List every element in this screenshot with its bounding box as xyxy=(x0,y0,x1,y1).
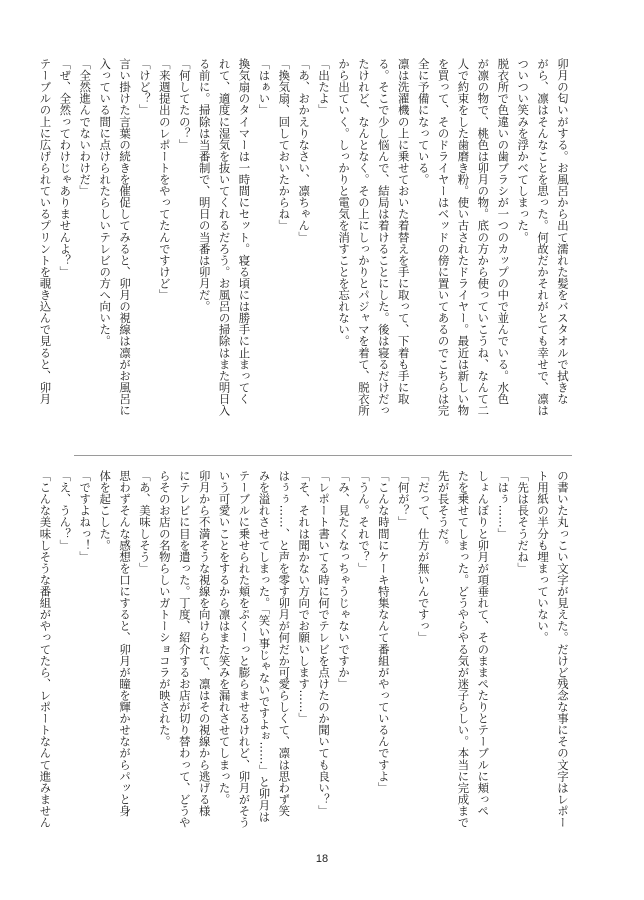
text-line: 思わずそんな感想を口にすると、卯月が瞳を輝かせながらパッと身 xyxy=(118,470,133,817)
text-line: 「換気扇、回しておいたからね」 xyxy=(277,58,292,232)
text-line: 「ですよねっ！」 xyxy=(78,470,93,563)
text-line: はぅぅ……、と声を零す卯月が何だか可愛らしくて、凛は思わず笑 xyxy=(277,470,292,817)
text-line: テーブルの上に広げられているプリントを覗き込んで見ると、卯月 xyxy=(38,58,53,405)
text-line: 脱衣所で色違いの歯ブラシが一つのカップの中で並んでいる。水色 xyxy=(496,58,511,405)
text-line: 「出たよ」 xyxy=(317,58,332,116)
text-line: 「そ、それは聞かない方向でお願いします……」 xyxy=(297,470,312,725)
text-line: 全に予備になっている。 xyxy=(416,58,431,186)
text-line: が凛の物で、桃色は卯月の物。底の方から使っていこうね、なんて二 xyxy=(476,58,491,417)
lower-text-block xyxy=(38,470,572,852)
text-line: らそのお店の名物らしいガトーショコラが映された。 xyxy=(157,470,172,748)
text-line: 「はぁい」 xyxy=(257,58,272,116)
text-line: 「こんな美味しそうな番組がやってたら、レポートなんて進みません xyxy=(38,470,53,829)
text-line: 「み、見たくなっちゃうじゃないですか」 xyxy=(337,470,352,690)
text-line: ト用紙の半分も埋まっていない。 xyxy=(536,470,551,644)
text-line: いう可愛いことをするから凛はまた笑みを漏れさせてしまった。 xyxy=(217,470,232,805)
text-line: 「来週提出のレポートをやってたんですけど」 xyxy=(157,58,172,301)
text-line: ついつい笑みを浮かべてしまった。 xyxy=(516,58,531,243)
text-line: 「先は長そうだね」 xyxy=(516,470,531,574)
text-line: 凛は洗濯機の上に乗せておいた着替えを手に取って、下着も手に取 xyxy=(396,58,411,405)
upper-text-block xyxy=(38,58,572,440)
text-line: の書いた丸っこい文字が見えた。だけど残念な事にその文字はレポー xyxy=(556,470,570,829)
text-line: 卯月から不満そうな視線を向けられて、凛はその視線から逃げる様 xyxy=(197,470,212,817)
text-line: 「全然進んでないわけだ」 xyxy=(78,58,93,197)
text-line: 「え、うん？」 xyxy=(58,470,73,551)
section-divider xyxy=(74,455,572,456)
text-line: 「だって、仕方が無いんですっ」 xyxy=(416,470,431,644)
text-line: 体を起こした。 xyxy=(98,470,113,551)
text-line: 言い掛けた言葉の続きを催促してみると、卯月の視線は凛がお風呂に xyxy=(118,58,133,417)
text-line: る前に。掃除は当番制で、明日の当番は卯月だ。 xyxy=(197,58,212,313)
text-line: 「あ、美味しそう」 xyxy=(137,470,152,574)
text-line: 卯月の匂いがする。お風呂から出て濡れた髪をバスタオルで拭きな xyxy=(556,58,570,405)
text-line: 換気扇のタイマーは一時間にセット。寝る頃には勝手に止まってく xyxy=(237,58,252,405)
text-line: れて、適度に湿気を抜いてくれるだろう。お風呂の掃除はまた明日入 xyxy=(217,58,232,417)
text-line: 「うん。それで？」 xyxy=(356,470,371,574)
text-line: 「レポート書いてる時に何でテレビを点けたのか聞いても良い？」 xyxy=(317,470,332,817)
text-line: 入っている間に点けられたらしいテレビの方へ向いた。 xyxy=(98,58,113,347)
text-line: 「何が？」 xyxy=(396,470,411,528)
text-line: 先が長そうだ。 xyxy=(436,470,451,551)
text-line: 「こんな時間にケーキ特集なんて番組がやっているんですよ」 xyxy=(376,470,391,794)
text-line: る。そこで少し悩んで、結局は着けることにした。後は寝るだけだっ xyxy=(376,58,391,417)
page-number: 18 xyxy=(315,853,329,865)
text-line: にテレビに目を遣った。丁度、紹介するお店が切り替わって、どうや xyxy=(177,470,192,829)
text-line: から出ていく。しっかりと電気を消すことを忘れない。 xyxy=(337,58,352,347)
text-line: 「あ、おかえりなさい、凛ちゃん」 xyxy=(297,58,312,243)
text-line: がら、凛はそんなことを思った。何故だかそれがとても幸せで、凛は xyxy=(536,58,551,417)
text-line: たけれど、なんとなく。その上にしっかりとパジャマを着て、脱衣所 xyxy=(356,58,371,417)
text-line: 「けど？」 xyxy=(137,58,152,116)
text-line: 「はぅ……」 xyxy=(496,470,511,540)
text-line: テーブルに乗せられた頬をぷくーっと膨らませるけれど、卯月がそう xyxy=(237,470,252,829)
text-line: たを乗せてしまった。どうやらやる気が迷子らしい。本当に完成まで xyxy=(456,470,471,829)
text-line: 「何してたの？」 xyxy=(177,58,192,151)
text-line: 「ぜ、全然ってわけじゃありませんよ？」 xyxy=(58,58,73,278)
text-line: 人で約束をした歯磨き粉。使い古されたドライヤー。最近は新しい物 xyxy=(456,58,471,417)
text-line: みを溢れさせてしまった。「笑い事じゃないですよぉ……」と卯月は xyxy=(257,470,272,823)
text-line: しょんぼりと卯月が項垂れて、そのままぺたりとテーブルに頬っぺ xyxy=(476,470,491,817)
text-line: を買って、そのドライヤーはベッドの傍に置いてあるのでこちらは完 xyxy=(436,58,451,417)
